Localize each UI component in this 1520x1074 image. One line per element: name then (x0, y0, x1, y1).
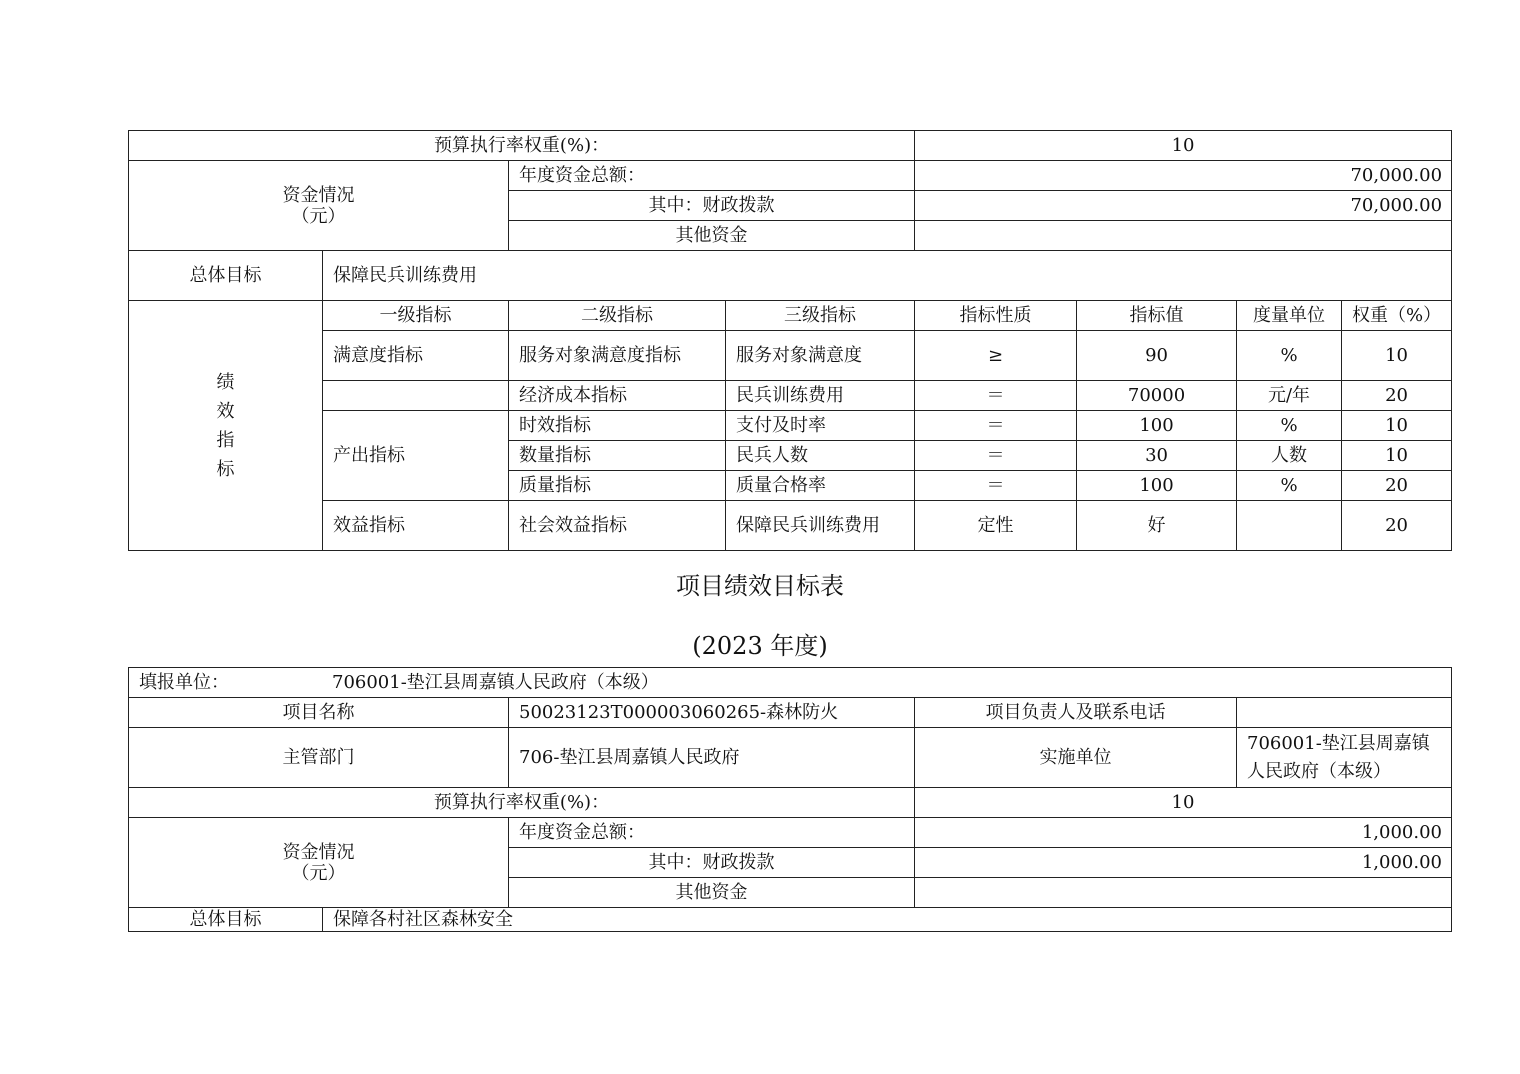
goal-value: 保障各村社区森林安全 (323, 908, 1452, 932)
cell-level3: 服务对象满意度 (726, 331, 915, 381)
cell-weight: 20 (1342, 381, 1452, 411)
annual-total-value: 1,000.00 (915, 818, 1452, 848)
cell-level3: 支付及时率 (726, 411, 915, 441)
goal-label: 总体目标 (129, 251, 323, 301)
other-funds-value (915, 221, 1452, 251)
cell-unit: % (1237, 331, 1342, 381)
cell-weight: 20 (1342, 501, 1452, 551)
header-level2: 二级指标 (509, 301, 726, 331)
cell-unit: 元/年 (1237, 381, 1342, 411)
cell-unit (1237, 501, 1342, 551)
cell-nature: ＝ (915, 471, 1077, 501)
reporting-unit-label: 填报单位： (139, 672, 229, 693)
header-weight: 权重（%） (1342, 301, 1452, 331)
implementing-unit-value: 706001-垫江县周嘉镇人民政府（本级） (1237, 728, 1452, 788)
other-funds-label: 其他资金 (509, 878, 915, 908)
cell-level2: 时效指标 (509, 411, 726, 441)
cell-unit: 人数 (1237, 441, 1342, 471)
cell-weight: 20 (1342, 471, 1452, 501)
funding-label-line2: （元） (291, 862, 346, 884)
project-name-label: 项目名称 (129, 698, 509, 728)
cell-nature: ＝ (915, 381, 1077, 411)
cell-weight: 10 (1342, 331, 1452, 381)
budget-weight-label: 预算执行率权重(%)： (129, 131, 915, 161)
cell-level1: 产出指标 (323, 411, 509, 501)
annual-total-label: 年度资金总额： (509, 818, 915, 848)
perf-char-4: 标 (216, 458, 235, 480)
cell-level2: 质量指标 (509, 471, 726, 501)
header-level1: 一级指标 (323, 301, 509, 331)
table-row (129, 501, 1452, 551)
reporting-unit-row (129, 668, 1452, 698)
cell-value: 90 (1077, 331, 1237, 381)
fiscal-value: 1,000.00 (915, 848, 1452, 878)
other-funds-value (915, 878, 1452, 908)
funding-label (129, 818, 509, 908)
budget-weight-label: 预算执行率权重(%)： (129, 788, 915, 818)
header-unit: 度量单位 (1237, 301, 1342, 331)
performance-table (128, 667, 1452, 932)
cell-unit: % (1237, 471, 1342, 501)
cell-level2: 经济成本指标 (509, 381, 726, 411)
fiscal-value: 70,000.00 (915, 191, 1452, 221)
cell-level2: 服务对象满意度指标 (509, 331, 726, 381)
fiscal-label: 其中：财政拨款 (509, 848, 915, 878)
cell-nature: ＝ (915, 441, 1077, 471)
fiscal-label: 其中：财政拨款 (509, 191, 915, 221)
header-value: 指标值 (1077, 301, 1237, 331)
cell-level2: 数量指标 (509, 441, 726, 471)
reporting-unit-value: 706001-垫江县周嘉镇人民政府（本级） (332, 672, 659, 693)
department-label: 主管部门 (129, 728, 509, 788)
cell-value: 好 (1077, 501, 1237, 551)
funding-label (129, 161, 509, 251)
contact-value (1237, 698, 1452, 728)
implementing-unit-label: 实施单位 (915, 728, 1237, 788)
header-level3: 三级指标 (726, 301, 915, 331)
cell-level1: 满意度指标 (323, 331, 509, 381)
cell-value: 70000 (1077, 381, 1237, 411)
budget-weight-value: 10 (915, 131, 1452, 161)
cell-level1 (323, 381, 509, 411)
budget-weight-value: 10 (915, 788, 1452, 818)
table-row (129, 331, 1452, 381)
perf-char-1: 绩 (216, 371, 235, 393)
funding-label-line2: （元） (291, 205, 346, 227)
cell-value: 100 (1077, 471, 1237, 501)
performance-indicators-label (129, 301, 323, 551)
perf-char-3: 指 (216, 429, 235, 451)
page-subtitle: (2023 年度) (692, 632, 828, 660)
cell-level3: 民兵人数 (726, 441, 915, 471)
cell-nature: ＝ (915, 411, 1077, 441)
cell-nature: ≥ (915, 331, 1077, 381)
page-title: 项目绩效目标表 (676, 572, 844, 600)
cell-weight: 10 (1342, 441, 1452, 471)
funding-label-line1: 资金情况 (282, 184, 355, 206)
annual-total-value: 70,000.00 (915, 161, 1452, 191)
contact-label: 项目负责人及联系电话 (915, 698, 1237, 728)
annual-total-label: 年度资金总额： (509, 161, 915, 191)
other-funds-label: 其他资金 (509, 221, 915, 251)
cell-value: 30 (1077, 441, 1237, 471)
cell-level2: 社会效益指标 (509, 501, 726, 551)
cell-unit: % (1237, 411, 1342, 441)
table-row (129, 381, 1452, 411)
perf-char-2: 效 (216, 400, 235, 422)
cell-level3: 质量合格率 (726, 471, 915, 501)
goal-value: 保障民兵训练费用 (323, 251, 1452, 301)
goal-label: 总体目标 (129, 908, 323, 932)
cell-value: 100 (1077, 411, 1237, 441)
cell-level3: 民兵训练费用 (726, 381, 915, 411)
cell-level1: 效益指标 (323, 501, 509, 551)
cell-nature: 定性 (915, 501, 1077, 551)
table-row (129, 411, 1452, 441)
project-name-value: 50023123T000003060265-森林防火 (509, 698, 915, 728)
funding-label-line1: 资金情况 (282, 841, 355, 863)
cell-level3: 保障民兵训练费用 (726, 501, 915, 551)
header-nature: 指标性质 (915, 301, 1077, 331)
department-value: 706-垫江县周嘉镇人民政府 (509, 728, 915, 788)
performance-table-continued (128, 130, 1452, 551)
cell-weight: 10 (1342, 411, 1452, 441)
